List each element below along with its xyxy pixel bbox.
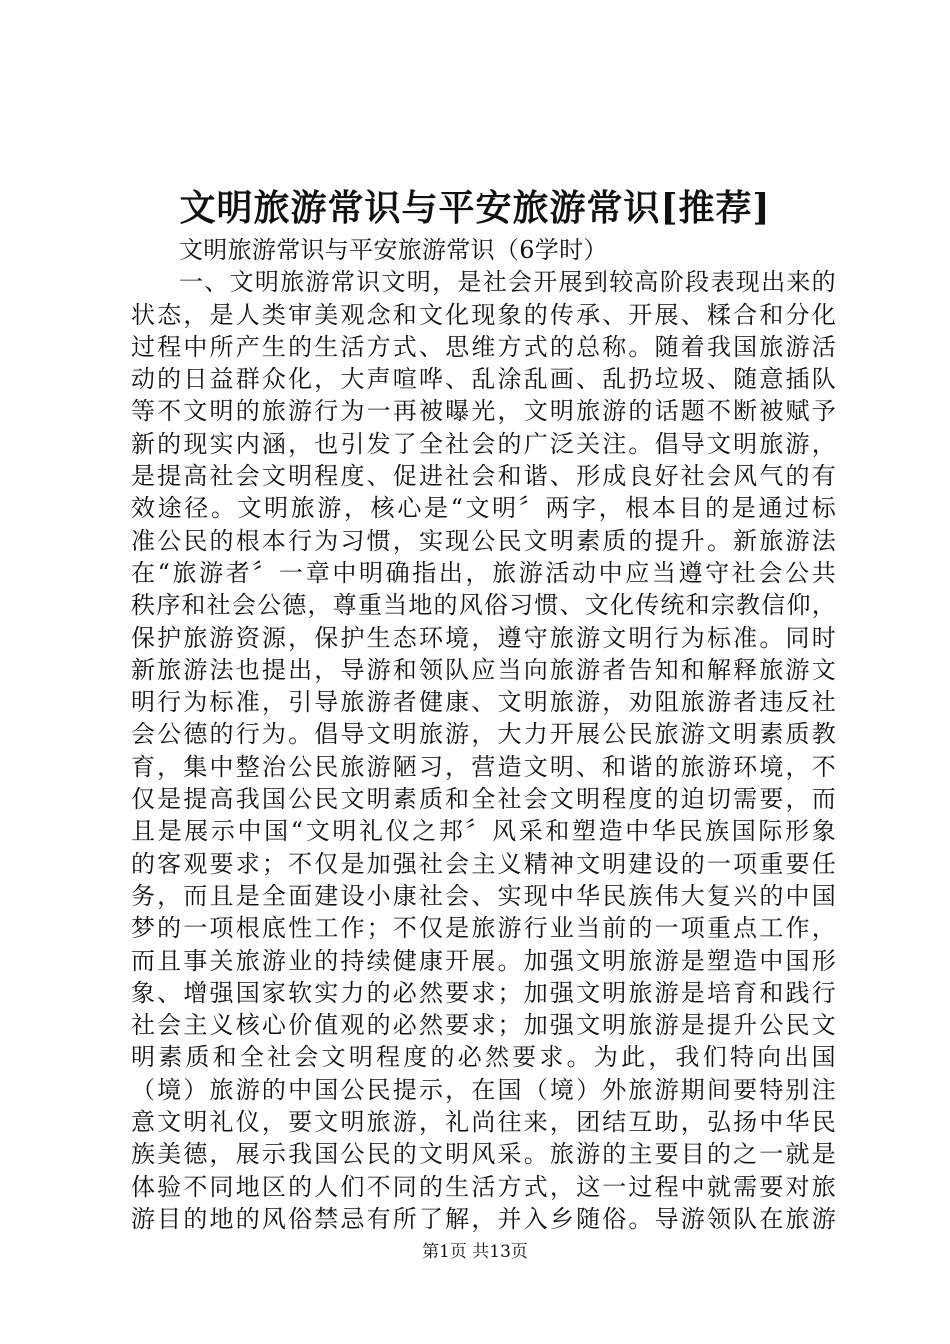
document-title: 文明旅游常识与平安旅游常识[推荐] xyxy=(179,187,771,229)
paragraph-line: 梦的一项根底性工作；不仅是旅游行业当前的一项重点工作， xyxy=(131,914,836,943)
paragraph-line: 过程中所产生的生活方式、思维方式的总称。随着我国旅游活 xyxy=(131,332,836,361)
paragraph-line: 体验不同地区的人们不同的生活方式，这一过程中就需要对旅 xyxy=(131,1172,836,1201)
paragraph-line: 是提高社会文明程度、促进社会和谐、形成良好社会风气的有 xyxy=(131,462,836,491)
paragraph-line: 一、文明旅游常识文明，是社会开展到较高阶段表现出来的 xyxy=(179,268,836,297)
paragraph-line: 游目的地的风俗禁忌有所了解，并入乡随俗。导游领队在旅游 xyxy=(131,1204,836,1233)
paragraph-line: 效途径。文明旅游，核心是“文明〞两字，根本目的是通过标 xyxy=(131,494,836,523)
paragraph-line: 明行为标准，引导旅游者健康、文明旅游，劝阻旅游者违反社 xyxy=(131,688,836,717)
paragraph-line: 秩序和社会公德，尊重当地的风俗习惯、文化传统和宗教信仰， xyxy=(131,591,836,620)
paragraph-line: 而且事关旅游业的持续健康开展。加强文明旅游是塑造中国形 xyxy=(131,946,836,975)
paragraph-line: 明素质和全社会文明程度的必然要求。为此，我们特向出国 xyxy=(131,1043,836,1072)
paragraph-line: 意文明礼仪，要文明旅游，礼尚往来，团结互助，弘扬中华民 xyxy=(131,1108,836,1137)
paragraph-line: 且是展示中国“文明礼仪之邦〞风采和塑造中华民族国际形象 xyxy=(131,817,836,846)
paragraph-line: 务，而且是全面建设小康社会、实现中华民族伟大复兴的中国 xyxy=(131,881,836,910)
paragraph-line: 会公德的行为。倡导文明旅游，大力开展公民旅游文明素质教 xyxy=(131,720,836,749)
document-body xyxy=(131,234,836,1235)
paragraph-line: 族美德，展示我国公民的文明风采。旅游的主要目的之一就是 xyxy=(131,1140,836,1169)
paragraph-line: 准公民的根本行为习惯，实现公民文明素质的提升。新旅游法 xyxy=(131,526,836,555)
paragraph-line: 育，集中整治公民旅游陋习，营造文明、和谐的旅游环境，不 xyxy=(131,752,836,781)
paragraph-line: 等不文明的旅游行为一再被曝光，文明旅游的话题不断被赋予 xyxy=(131,397,836,426)
paragraph-line: 社会主义核心价值观的必然要求；加强文明旅游是提升公民文 xyxy=(131,1011,836,1040)
paragraph-line: 象、增强国家软实力的必然要求；加强文明旅游是培育和践行 xyxy=(131,978,836,1007)
page-footer: 第1页 共13页 xyxy=(422,1242,528,1262)
paragraph-line: 仅是提高我国公民文明素质和全社会文明程度的迫切需要，而 xyxy=(131,785,836,814)
paragraph-line: 在“旅游者〞一章中明确指出，旅游活动中应当遵守社会公共 xyxy=(131,558,836,587)
paragraph-line: 的客观要求；不仅是加强社会主义精神文明建设的一项重要任 xyxy=(131,849,836,878)
paragraph-line: （境）旅游的中国公民提示，在国（境）外旅游期间要特别注 xyxy=(131,1075,836,1104)
paragraph-line: 状态，是人类审美观念和文化现象的传承、开展、糅合和分化 xyxy=(131,300,836,329)
subtitle-line: 文明旅游常识与平安旅游常识（6学时） xyxy=(179,236,608,264)
paragraph-line: 新旅游法也提出，导游和领队应当向旅游者告知和解释旅游文 xyxy=(131,655,836,684)
paragraph-line: 新的现实内涵，也引发了全社会的广泛关注。倡导文明旅游， xyxy=(131,429,836,458)
paragraph-line: 保护旅游资源，保护生态环境，遵守旅游文明行为标准。同时 xyxy=(131,623,836,652)
paragraph-line: 动的日益群众化，大声喧哗、乱涂乱画、乱扔垃圾、随意插队 xyxy=(131,365,836,394)
